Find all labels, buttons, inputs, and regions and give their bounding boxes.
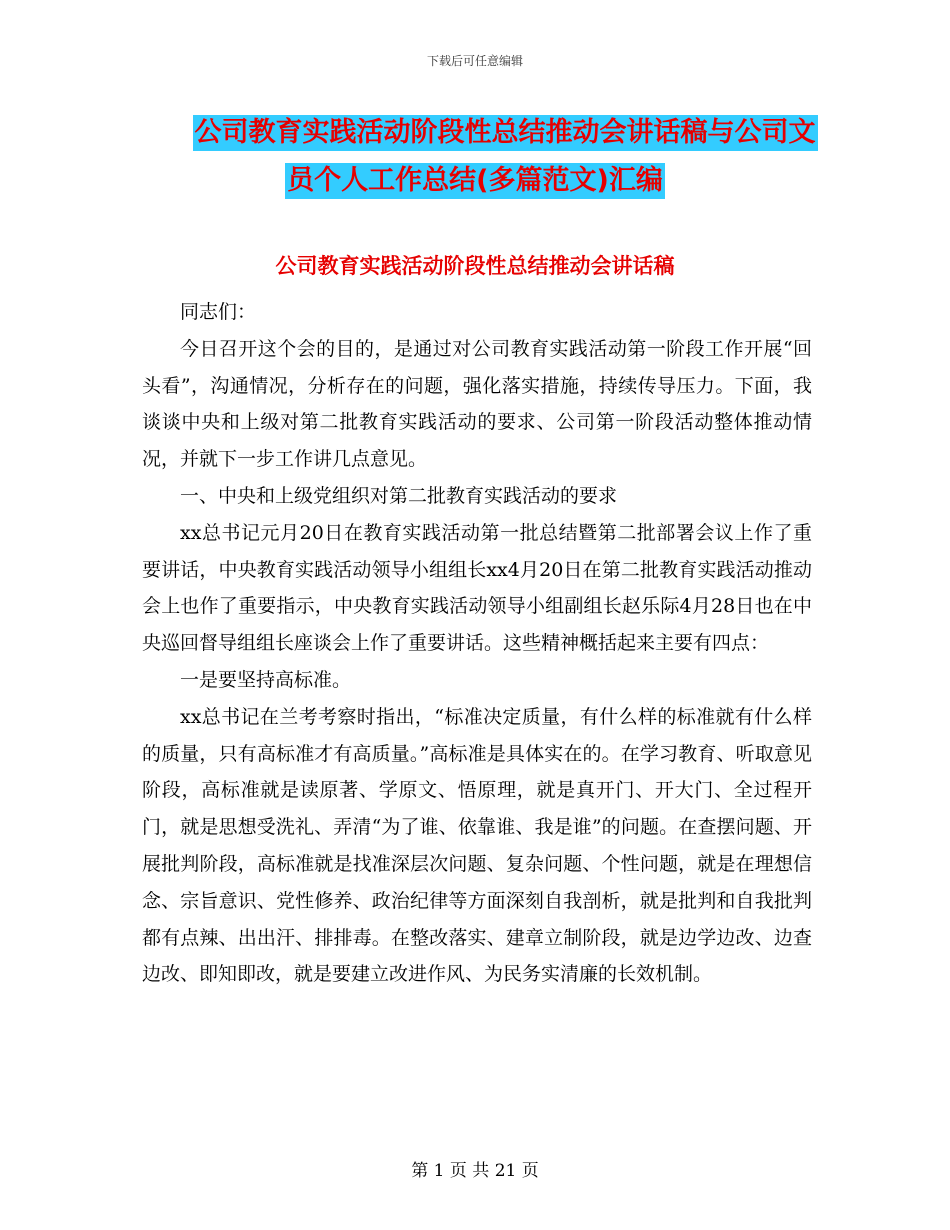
paragraph-heading: 一、中央和上级党组织对第二批教育实践活动的要求 <box>180 484 618 507</box>
section-title: 公司教育实践活动阶段性总结推动会讲话稿 <box>275 254 675 278</box>
document-title <box>0 111 950 203</box>
paragraph: 今日召开这个会的目的，是通过对公司教育实践活动第一阶段工作开展“回头看”，沟通情况，分析存在的问题，强化落实措施，持续传导压力。下面，我谈谈中央和上级对第二批教育实践活动的要求、公司第一阶段活动整体推动情况，并就下一步工作讲几点意见。 <box>142 337 812 471</box>
paragraph-greeting: 同志们： <box>180 301 257 323</box>
paragraph: xx总书记元月20日在教育实践活动第一批总结暨第二批部署会议上作了重要讲话，中央教育实践活动领导小组组长xx4月20日在第二批教育实践活动推动会上也作了重要指示，中央教育实践活动领导小组副组长赵乐际4月28日也在中央巡回督导组组长座谈会上作了重要讲话。这些精神概括起来主要有四点： <box>142 521 812 655</box>
paragraph-subheading: 一是要坚持高标准。 <box>180 668 352 691</box>
paragraph: xx总书记在兰考考察时指出，“标准决定质量，有什么样的标准就有什么样的质量，只有高标准才有高质量。”高标准是具体实在的。在学习教育、听取意见阶段，高标准就是读原著、学原文、悟原理，就是真开门、开大门、全过程开门，就是思想受洗礼、弄清“为了谁、依靠谁、我是谁”的问题。在查摆问题、开展批判阶段，高标准就是找准深层次问题、复杂问题、个性问题，就是在理想信念、宗旨意识、党性修养、政治纪律等方面深刻自我剖析，就是批判和自我批判都有点辣、出出汗、排排毒。在整改落实、建章立制阶段，就是边学边改、边查边改、即知即改，就是要建立改进作风、为民务实清廉的长效机制。 <box>142 705 812 986</box>
document-title-line-2: 员个人工作总结(多篇范文)汇编 <box>285 163 665 199</box>
document-body <box>142 294 812 993</box>
header-note: 下载后可任意编辑 <box>426 54 523 68</box>
document-title-line-1: 公司教育实践活动阶段性总结推动会讲话稿与公司文 <box>193 115 818 151</box>
page-footer: 第 1 页 共 21 页 <box>411 1161 539 1181</box>
